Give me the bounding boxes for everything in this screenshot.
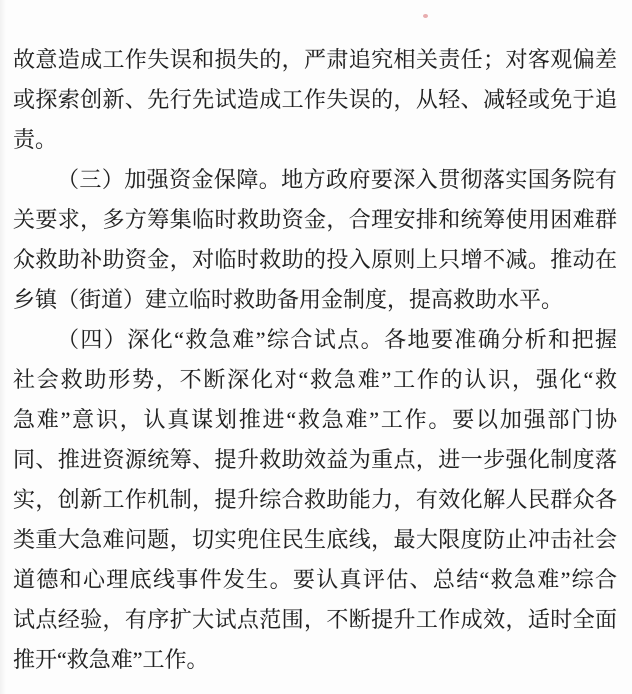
- text-line: 关要求，多方筹集临时救助资金，合理安排和统筹使用困难群: [13, 207, 617, 232]
- text-line: 社会救助形势，不断深化对“救急难”工作的认识，强化“救: [13, 367, 617, 392]
- text-line-section-3-heading: （三）加强资金保障。地方政府要深入贯彻落实国务院有: [57, 167, 617, 192]
- text-line: 道德和心理底线事件发生。要认真评估、总结“救急难”综合: [13, 567, 617, 592]
- text-line: 实，创新工作机制，提升综合救助能力，有效化解人民群众各: [13, 487, 617, 512]
- text-line: 乡镇（街道）建立临时救助备用金制度，提高救助水平。: [13, 287, 564, 312]
- page-left-edge-shading: [0, 0, 6, 694]
- text-line: 推开“救急难”工作。: [13, 647, 209, 672]
- text-line: 试点经验，有序扩大试点范围，不断提升工作成效，适时全面: [13, 607, 617, 632]
- text-line: 或探索创新、先行先试造成工作失误的，从轻、减轻或免于追: [13, 87, 617, 112]
- text-line: 众救助补助资金，对临时救助的投入原则上只增不减。推动在: [13, 247, 617, 272]
- document-text-block: [13, 40, 617, 680]
- text-line: 急难”意识，认真谋划推进“救急难”工作。要以加强部门协: [13, 407, 617, 432]
- scan-artifact-red-speck: [423, 14, 428, 18]
- text-line: 故意造成工作失误和损失的，严肃追究相关责任；对客观偏差: [13, 47, 617, 72]
- text-line: 同、推进资源统筹、提升救助效益为重点，进一步强化制度落: [13, 447, 617, 472]
- text-line-section-4-heading: （四）深化“救急难”综合试点。各地要准确分析和把握: [57, 327, 617, 352]
- text-line: 类重大急难问题，切实兜住民生底线，最大限度防止冲击社会: [13, 527, 617, 552]
- text-line: 责。: [13, 127, 58, 152]
